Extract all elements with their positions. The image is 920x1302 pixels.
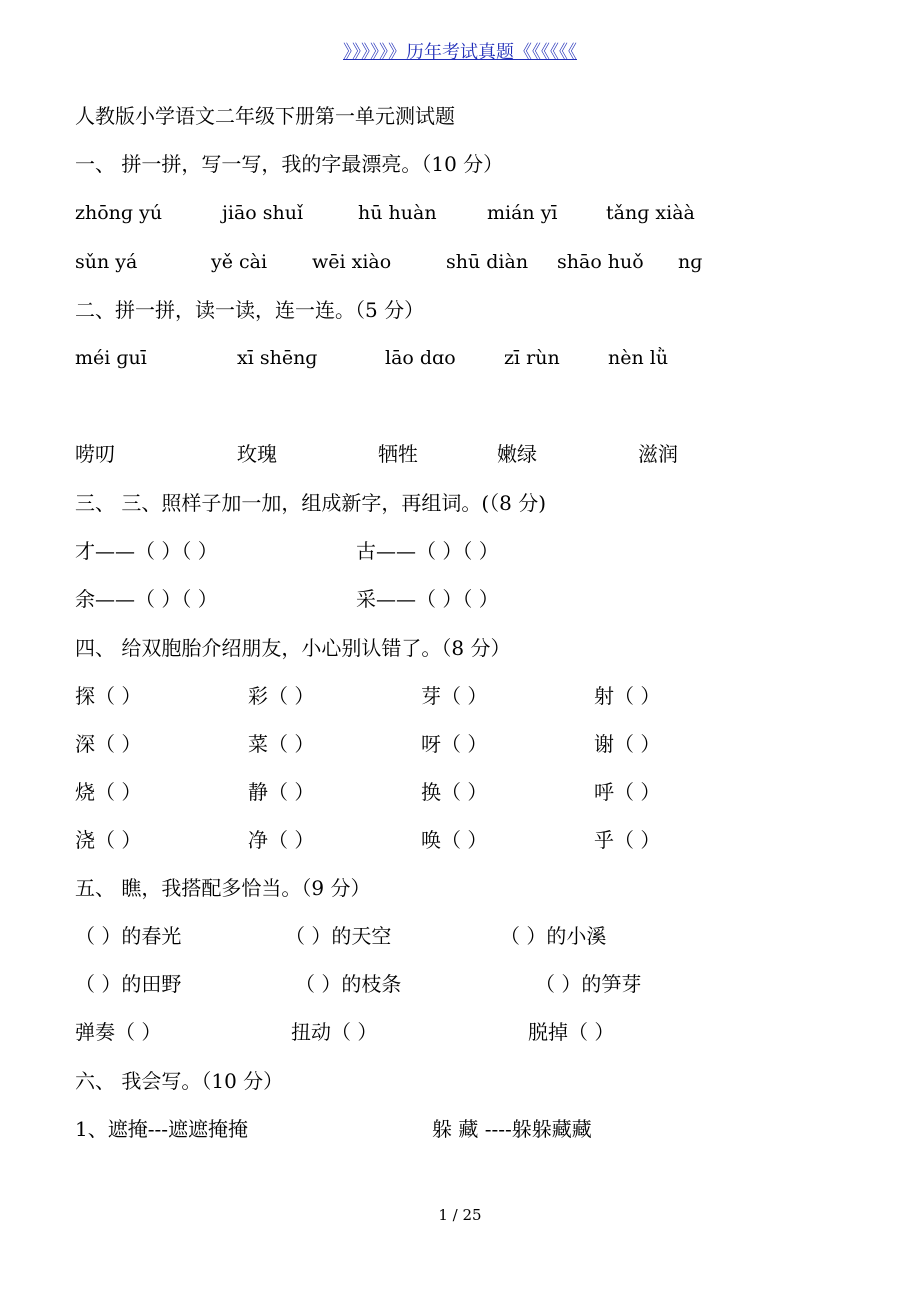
twin-item: 呼（ ） [594,780,661,804]
word-item: 唠叨 [75,442,115,466]
pinyin-item: jiāo shuǐ [222,202,304,224]
pinyin-item: wēi xiào [312,251,392,273]
pinyin-item: lāo dɑo [385,347,456,369]
twin-item: 菜（ ） [248,732,315,756]
section2-heading: 二、拼一拼，读一读，连一连。（5 分） [75,298,425,322]
match-item: （ ）的田野 [75,972,182,996]
word-item: 滋润 [638,442,678,466]
pinyin-item: xī shēnɡ [237,347,318,369]
compose-item: 古——（ ）（ ） [356,539,499,563]
twin-item: 浇（ ） [75,828,142,852]
section4-heading: 四、 给双胞胎介绍朋友，小心别认错了。（8 分） [75,636,511,660]
pinyin-item: nèn lǜ [608,347,669,369]
twin-item: 静（ ） [248,780,315,804]
twin-item: 芽（ ） [421,684,488,708]
example-right: 躲 藏 ----躲躲藏藏 [432,1117,592,1141]
match-item: 弹奏（ ） [75,1020,162,1044]
twin-item: 烧（ ） [75,780,142,804]
word-item: 玫瑰 [237,442,277,466]
twin-item: 彩（ ） [248,684,315,708]
pinyin-item: méi ɡuī [75,347,147,369]
header-link[interactable]: 》》》》》》历年考试真题《《《《《《 [343,42,577,63]
pinyin-item: zī rùn [504,347,560,369]
pinyin-item: shāo huǒ [557,251,644,273]
pinyin-item: sǔn yá [75,251,138,273]
compose-item: 才——（ ）（ ） [75,539,218,563]
page-title: 人教版小学语文二年级下册第一单元测试题 [75,104,455,128]
pinyin-item: tǎnɡ xiàà [606,202,695,224]
match-item: （ ）的笋芽 [535,972,642,996]
match-item: （ ）的春光 [75,924,182,948]
section3-heading: 三、 三、照样子加一加，组成新字，再组词。(（8 分) [75,491,547,515]
match-item: （ ）的枝条 [295,972,402,996]
word-item: 牺牲 [378,442,418,466]
twin-item: 射（ ） [594,684,661,708]
match-item: 脱掉（ ） [528,1020,615,1044]
section5-heading: 五、 瞧，我搭配多恰当。（9 分） [75,876,371,900]
section1-heading: 一、 拼一拼，写一写，我的字最漂亮。（10 分） [75,152,504,176]
pinyin-item: yě cài [211,251,268,273]
pinyin-item: hū huàn [358,202,437,224]
word-item: 嫩绿 [497,442,537,466]
twin-item: 净（ ） [248,828,315,852]
pinyin-item: mián yī [487,202,558,224]
twin-item: 唤（ ） [421,828,488,852]
compose-item: 采——（ ）（ ） [356,587,499,611]
pinyin-item: zhōnɡ yú [75,202,163,224]
twin-item: 谢（ ） [594,732,661,756]
compose-item: 余——（ ）（ ） [75,587,218,611]
match-item: 扭动（ ） [291,1020,378,1044]
pinyin-item: nɡ [678,251,703,273]
twin-item: 呀（ ） [421,732,488,756]
section6-heading: 六、 我会写。（10 分） [75,1069,284,1093]
twin-item: 乎（ ） [594,828,661,852]
page-number: 1 / 25 [438,1206,482,1224]
twin-item: 换（ ） [421,780,488,804]
twin-item: 深（ ） [75,732,142,756]
example-left: 1、遮掩---遮遮掩掩 [75,1117,248,1141]
twin-item: 探（ ） [75,684,142,708]
match-item: （ ）的小溪 [500,924,607,948]
pinyin-item: shū diàn [446,251,529,273]
match-item: （ ）的天空 [285,924,392,948]
